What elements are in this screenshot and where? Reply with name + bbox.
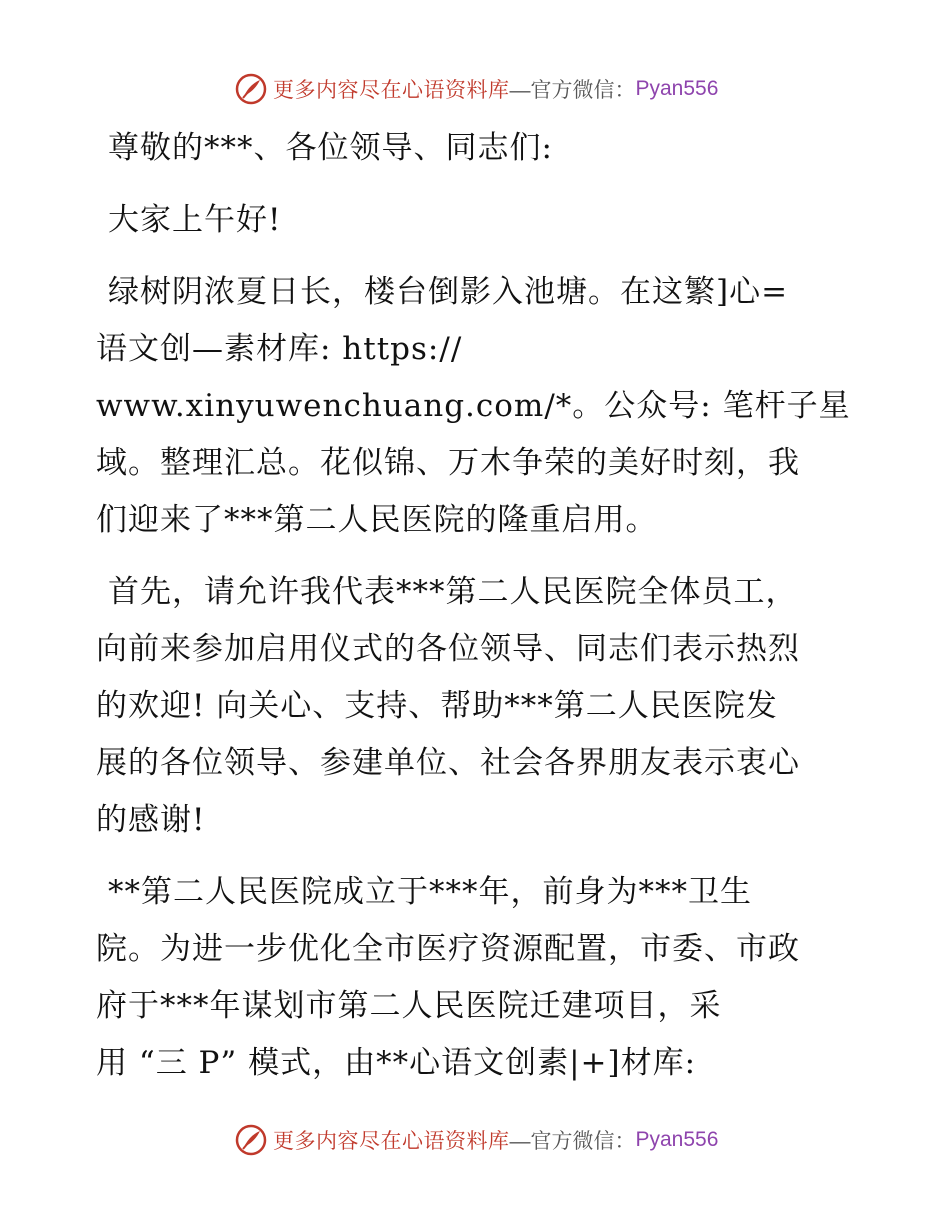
watermark-text-label: —官方微信： bbox=[509, 79, 636, 102]
greeting bbox=[96, 192, 856, 249]
text-line: 用 “三 P” 模式，由**心语文创素|+]材库: bbox=[96, 1045, 697, 1081]
watermark-header bbox=[235, 72, 718, 106]
text-line: 的欢迎! 向关心、支持、帮助***第二人民医院发 bbox=[96, 688, 778, 724]
text-line: 府于***年谋划市第二人民医院迁建项目，采 bbox=[96, 988, 722, 1024]
watermark-footer bbox=[235, 1123, 718, 1157]
text-line: 首先，请允许我代表***第二人民医院全体员工， bbox=[108, 574, 798, 610]
text-line: 尊敬的***、各位领导、同志们: bbox=[108, 130, 553, 166]
text-line: 的感谢! bbox=[96, 802, 206, 838]
watermark-text-primary: 更多内容尽在心语资料库 bbox=[273, 1130, 510, 1153]
paragraph-history bbox=[96, 864, 856, 1092]
feather-pen-logo-icon bbox=[235, 73, 267, 105]
paragraph-opening bbox=[96, 264, 856, 549]
text-line: 语文创—素材库: https:// bbox=[96, 331, 463, 367]
text-line: 大家上午好! bbox=[108, 202, 282, 238]
paragraph-thanks bbox=[96, 564, 856, 849]
document-body bbox=[96, 120, 856, 1107]
text-line: 域。整理汇总。花似锦、万木争荣的美好时刻，我 bbox=[96, 445, 800, 481]
watermark-text-primary: 更多内容尽在心语资料库 bbox=[273, 79, 510, 102]
text-line: 展的各位领导、参建单位、社会各界朋友表示衷心 bbox=[96, 745, 800, 781]
text-line: 向前来参加启用仪式的各位领导、同志们表示热烈 bbox=[96, 631, 800, 667]
watermark-wechat-id: Pyan556 bbox=[635, 77, 719, 100]
feather-pen-logo-icon bbox=[235, 1124, 267, 1156]
text-line: 院。为进一步优化全市医疗资源配置，市委、市政 bbox=[96, 931, 800, 967]
text-line: www.xinyuwenchuang.com/*。公众号: 笔杆子星 bbox=[96, 388, 851, 424]
text-line: 们迎来了***第二人民医院的隆重启用。 bbox=[96, 502, 658, 538]
text-line: **第二人民医院成立于***年，前身为***卫生 bbox=[108, 874, 752, 910]
watermark-wechat-id: Pyan556 bbox=[635, 1128, 719, 1151]
text-line: 绿树阴浓夏日长，楼台倒影入池塘。在这繁]心= bbox=[108, 274, 789, 310]
salutation bbox=[96, 120, 856, 177]
watermark-text-label: —官方微信： bbox=[509, 1130, 636, 1153]
